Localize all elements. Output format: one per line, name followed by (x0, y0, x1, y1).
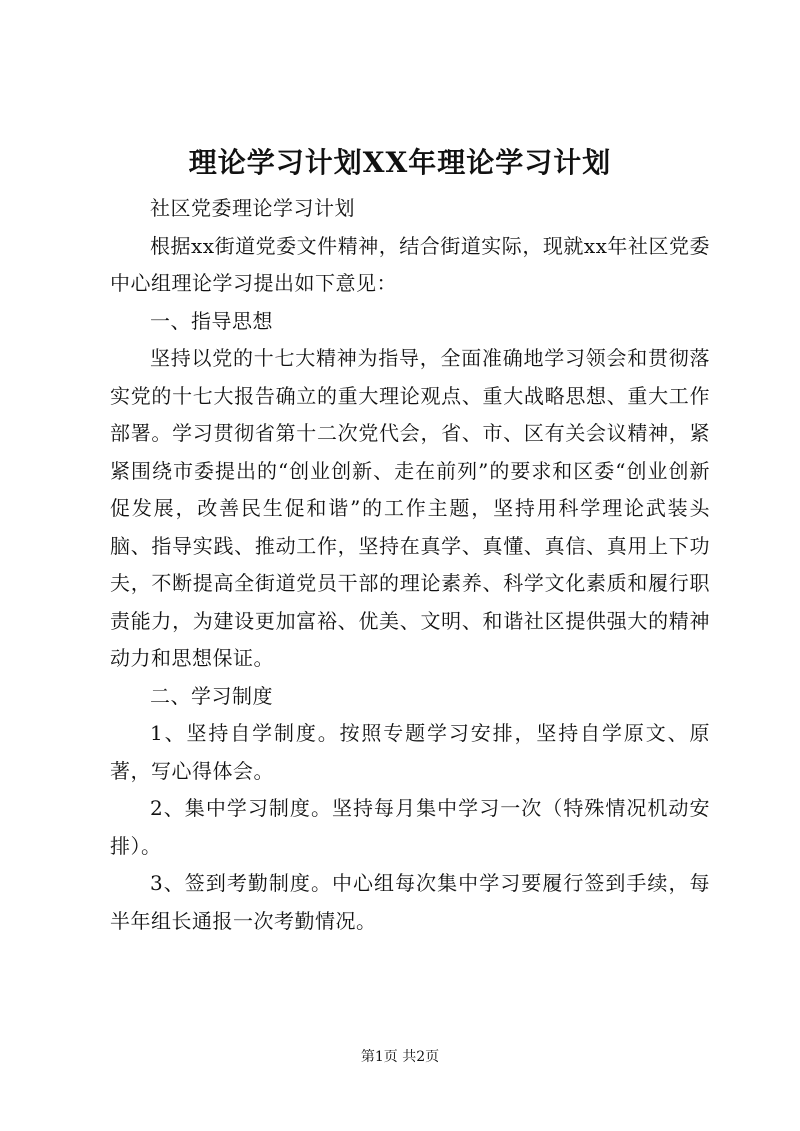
paragraph-guiding-thought: 坚持以党的十七大精神为指导，全面准确地学习领会和贯彻落实党的十七大报告确立的重大理论观点、重大战略思想、重大工作部署。学习贯彻省第十二次党代会，省、市、区有关会议精神，紧紧围绕市委提出的“创业创新、走在前列”的要求和区委“创业创新促发展，改善民生促和谐”的工作主题，坚持用科学理论武装头脑、指导实践、推动工作，坚持在真学、真懂、真信、真用上下功夫，不断提高全街道党员干部的理论素养、科学文化素质和履行职责能力，为建设更加富裕、优美、文明、和谐社区提供强大的精神动力和思想保证。 (110, 346, 710, 670)
list-item-group-study: 2、集中学习制度。坚持每月集中学习一次（特殊情况机动安排）。 (110, 796, 710, 858)
document-title: 理论学习计划XX年理论学习计划 (188, 146, 612, 179)
document-body (110, 190, 710, 940)
paragraph-intro: 根据xx街道党委文件精神，结合街道实际，现就xx年社区党委中心组理论学习提出如下意见： (110, 233, 710, 295)
page-footer: 第1页 共2页 (360, 1049, 440, 1065)
list-item-self-study: 1、坚持自学制度。按照专题学习安排，坚持自学原文、原著，写心得体会。 (110, 721, 710, 783)
section-heading-study-system: 二、学习制度 (150, 683, 273, 708)
paragraph-intro-heading: 社区党委理论学习计划 (150, 196, 355, 220)
list-item-attendance: 3、签到考勤制度。中心组每次集中学习要履行签到手续，每半年组长通报一次考勤情况。 (110, 871, 710, 933)
section-heading-guiding-thought: 一、指导思想 (150, 308, 273, 333)
